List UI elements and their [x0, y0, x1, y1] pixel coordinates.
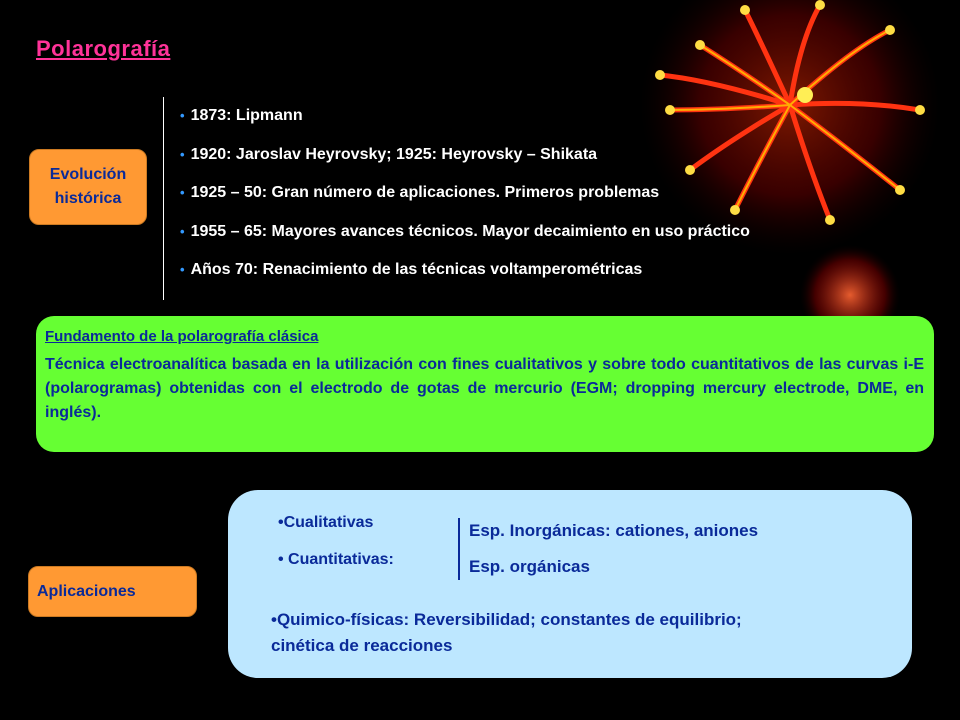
cuantitativas-item: • Cuantitativas: [278, 551, 394, 568]
aplicaciones-divider [458, 518, 460, 580]
list-item-text: 1873: Lipmann [190, 107, 303, 124]
inorganicas-item: Esp. Inorgánicas: cationes, aniones [469, 521, 759, 540]
fundamento-text: Técnica electroanalítica basada en la utilización con fines cualitativos y sobre todo cuantitativos de las curvas i-E (polarogramas) obtenidas con el electrodo de gotas de mercurio (EGM; dropping mercury electrode, DME, en inglés). [45, 356, 924, 421]
evolucion-divider [163, 97, 164, 300]
cualitativas-item: •Cualitativas [278, 514, 374, 531]
organicas-item: Esp. orgánicas [469, 557, 590, 576]
aplicaciones-label-text: Aplicaciones [37, 583, 136, 600]
bullet-icon: • [180, 223, 185, 239]
list-item-text: 1955 – 65: Mayores avances técnicos. Mayor decaimiento en uso práctico [190, 222, 750, 240]
evolucion-list [180, 104, 940, 297]
aplicaciones-box [228, 490, 912, 678]
quimico-fisicas-line1: •Quimico-físicas: Reversibilidad; constantes de equilibrio; [271, 610, 742, 629]
list-item-text: 1920: Jaroslav Heyrovsky; 1925: Heyrovsky – Shikata [190, 145, 598, 163]
list-item-text: Años 70: Renacimiento de las técnicas voltamperométricas [190, 261, 643, 278]
bullet-icon: • [180, 146, 185, 162]
bullet-icon: • [180, 108, 185, 123]
list-item [180, 104, 940, 143]
evolucion-historica-label [29, 149, 147, 225]
fundamento-box [36, 316, 934, 452]
list-item [180, 258, 940, 297]
evolucion-label-line1: Evolución [49, 166, 127, 183]
bullet-icon: • [180, 262, 185, 277]
bullet-icon: • [180, 185, 185, 200]
evolucion-label-line2: histórica [54, 190, 122, 207]
page-title: Polarografía [36, 36, 171, 61]
list-item-text: 1925 – 50: Gran número de aplicaciones. Primeros problemas [190, 184, 660, 201]
list-item [180, 143, 940, 182]
quimico-fisicas-line2: cinética de reacciones [271, 636, 453, 655]
fundamento-heading: Fundamento de la polarografía clásica [45, 328, 319, 345]
aplicaciones-label [28, 566, 197, 617]
list-item [180, 181, 940, 220]
list-item [180, 220, 940, 259]
